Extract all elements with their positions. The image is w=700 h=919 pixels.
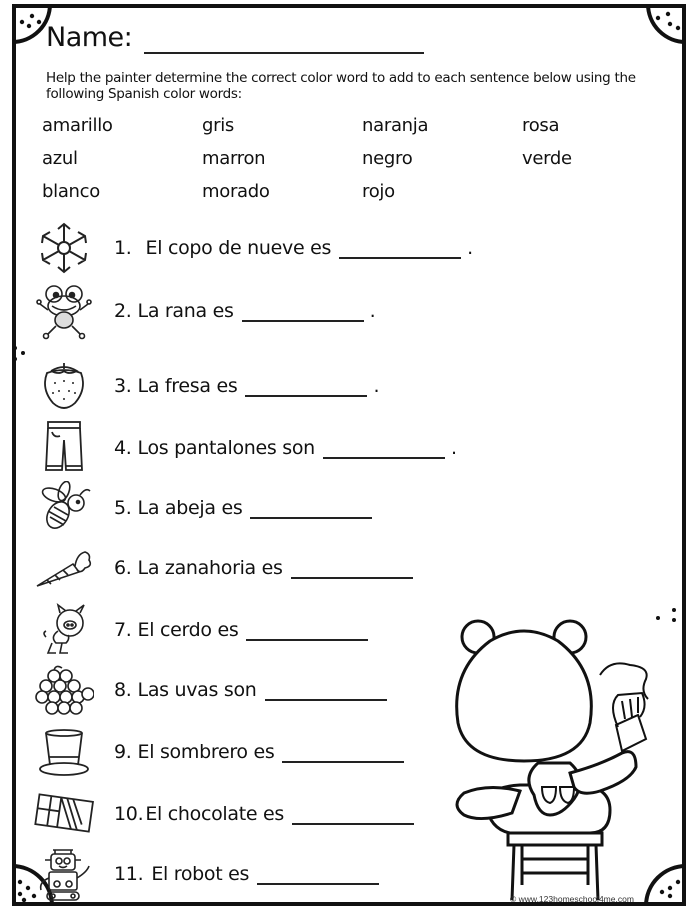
answer-blank[interactable] <box>339 239 461 259</box>
question-5 <box>32 480 378 536</box>
question-period: . <box>467 237 473 259</box>
question-text: Los pantalones son <box>137 437 315 459</box>
answer-blank[interactable] <box>245 377 367 397</box>
word-bank-item: amarillo <box>42 115 113 136</box>
question-text: La rana es <box>137 300 234 322</box>
answer-blank[interactable] <box>250 499 372 519</box>
question-number: 2. <box>114 300 132 322</box>
snowflake-icon <box>32 220 96 276</box>
question-10 <box>32 786 420 842</box>
question-period: . <box>373 375 380 397</box>
name-label: Name: <box>46 22 133 53</box>
top-hat-icon <box>32 724 96 780</box>
question-9 <box>32 724 410 780</box>
answer-blank[interactable] <box>265 681 387 701</box>
question-text: El robot es <box>151 863 250 885</box>
word-bank-item: rosa <box>522 115 560 136</box>
answer-blank[interactable] <box>242 302 364 322</box>
bee-icon <box>32 480 96 536</box>
question-period: . <box>450 437 457 459</box>
bear-painter-illustration <box>450 615 650 900</box>
question-number: 8. <box>114 679 132 701</box>
question-2 <box>32 283 375 339</box>
name-row <box>46 22 424 54</box>
answer-blank[interactable] <box>292 805 414 825</box>
answer-blank[interactable] <box>323 439 445 459</box>
question-number: 10. <box>114 803 144 825</box>
pants-icon <box>32 420 96 476</box>
name-field[interactable] <box>144 26 424 54</box>
question-number: 1. <box>114 237 132 259</box>
word-bank-item: naranja <box>362 115 429 136</box>
question-text: El cerdo es <box>137 619 239 641</box>
question-text: El sombrero es <box>137 741 275 763</box>
question-text: El chocolate es <box>145 803 285 825</box>
corner-decoration-top-right <box>632 4 686 58</box>
question-text: La abeja es <box>137 497 243 519</box>
word-bank-item: negro <box>362 148 413 169</box>
answer-blank[interactable] <box>282 743 404 763</box>
question-period: . <box>369 300 376 322</box>
word-bank-item: blanco <box>42 181 100 202</box>
question-number: 6. <box>114 557 132 579</box>
frog-icon <box>32 283 96 339</box>
chocolate-bar-icon <box>32 786 96 842</box>
question-text: Las uvas son <box>137 679 257 701</box>
word-bank-item: azul <box>42 148 78 169</box>
question-number: 11. <box>114 863 144 885</box>
word-bank-item: morado <box>202 181 270 202</box>
answer-blank[interactable] <box>257 865 379 885</box>
copyright-text: © www.123homeschool4me.com <box>510 894 634 904</box>
question-number: 3. <box>114 375 132 397</box>
answer-blank[interactable] <box>246 621 368 641</box>
answer-blank[interactable] <box>291 559 413 579</box>
question-number: 5. <box>114 497 132 519</box>
pig-icon <box>32 602 96 658</box>
instructions: Help the painter determine the correct color word to add to each sentence below using the following Spanish color words: <box>46 70 636 102</box>
word-bank <box>42 114 682 204</box>
word-bank-item: verde <box>522 148 572 169</box>
word-bank-item: gris <box>202 115 235 136</box>
question-text: La zanahoria es <box>137 557 283 579</box>
question-3 <box>32 358 379 414</box>
word-bank-item: marron <box>202 148 266 169</box>
question-6 <box>32 540 419 596</box>
question-8 <box>32 662 393 718</box>
question-text: El copo de nueve es <box>145 237 332 259</box>
robot-icon <box>32 846 96 902</box>
question-4 <box>32 420 457 476</box>
question-7 <box>32 602 374 658</box>
question-11 <box>32 846 385 902</box>
question-number: 4. <box>114 437 132 459</box>
question-text: La fresa es <box>137 375 238 397</box>
question-number: 7. <box>114 619 132 641</box>
question-number: 9. <box>114 741 132 763</box>
strawberry-icon <box>32 358 96 414</box>
word-bank-item: rojo <box>362 181 395 202</box>
carrot-icon <box>32 540 96 596</box>
grapes-icon <box>32 662 96 718</box>
question-1 <box>32 220 473 276</box>
